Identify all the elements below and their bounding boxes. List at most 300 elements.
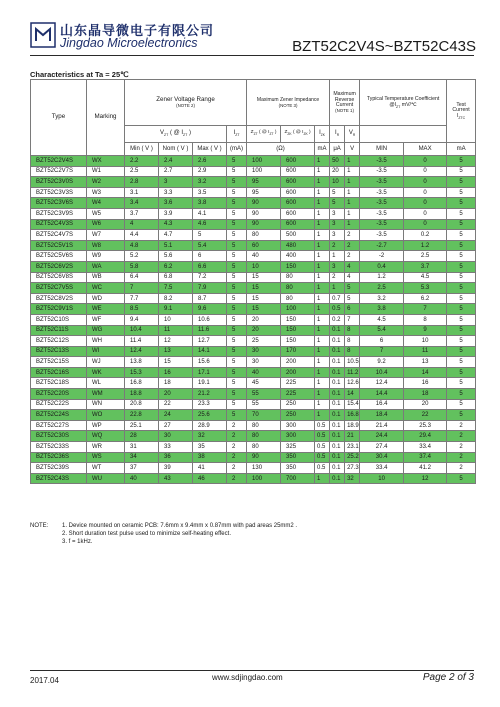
cell-nom: 11 bbox=[159, 325, 193, 336]
table-row bbox=[31, 272, 476, 283]
cell-ztc: 2 bbox=[447, 431, 476, 442]
cell-vr: 6 bbox=[345, 304, 360, 315]
cell-tcmin: -3.5 bbox=[360, 230, 404, 241]
table-row bbox=[31, 420, 476, 431]
cell-ir: 0.1 bbox=[330, 410, 345, 421]
cell-izt: 2 bbox=[227, 463, 247, 474]
cell-zzt: 80 bbox=[247, 230, 281, 241]
cell-max: 6.6 bbox=[193, 261, 227, 272]
cell-nom: 3.6 bbox=[159, 198, 193, 209]
cell-izt: 2 bbox=[227, 420, 247, 431]
cell-zzt: 40 bbox=[247, 367, 281, 378]
cell-vr: 2 bbox=[345, 230, 360, 241]
cell-type: BZT52C5V1S bbox=[31, 240, 87, 251]
cell-izt: 5 bbox=[227, 304, 247, 315]
col-header-marking: Marking bbox=[87, 80, 125, 156]
cell-tcmin: -3.5 bbox=[360, 198, 404, 209]
cell-marking: WQ bbox=[87, 431, 125, 442]
cell-izt: 5 bbox=[227, 367, 247, 378]
cell-min: 4.4 bbox=[125, 230, 159, 241]
table-row bbox=[31, 187, 476, 198]
cell-min: 15.3 bbox=[125, 367, 159, 378]
cell-marking: W2 bbox=[87, 177, 125, 188]
cell-max: 9.6 bbox=[193, 304, 227, 315]
cell-izk: 1 bbox=[315, 187, 330, 198]
cell-min: 40 bbox=[125, 473, 159, 484]
cell-tcmax: 4.5 bbox=[404, 272, 447, 283]
cell-max: 5 bbox=[193, 230, 227, 241]
cell-tcmin: 24.4 bbox=[360, 431, 404, 442]
cell-max: 46 bbox=[193, 473, 227, 484]
cell-ztc: 2 bbox=[447, 463, 476, 474]
table-row bbox=[31, 452, 476, 463]
cell-ir: 3 bbox=[330, 230, 345, 241]
cell-type: BZT52C43S bbox=[31, 473, 87, 484]
cell-marking: WT bbox=[87, 463, 125, 474]
cell-tcmin: 3.2 bbox=[360, 293, 404, 304]
cell-vr: 2 bbox=[345, 240, 360, 251]
cell-ztc: 5 bbox=[447, 304, 476, 315]
cell-ztc: 5 bbox=[447, 166, 476, 177]
cell-nom: 4.3 bbox=[159, 219, 193, 230]
table-row bbox=[31, 410, 476, 421]
cell-izt: 5 bbox=[227, 378, 247, 389]
cell-max: 4.6 bbox=[193, 219, 227, 230]
cell-vr: 1 bbox=[345, 156, 360, 167]
cell-tcmax: 9 bbox=[404, 325, 447, 336]
cell-min: 11.4 bbox=[125, 336, 159, 347]
cell-zzk: 150 bbox=[281, 325, 315, 336]
cell-zzk: 225 bbox=[281, 389, 315, 400]
cell-zzt: 55 bbox=[247, 389, 281, 400]
cell-marking: WG bbox=[87, 325, 125, 336]
cell-izt: 5 bbox=[227, 410, 247, 421]
cell-tcmax: 1.2 bbox=[404, 240, 447, 251]
cell-nom: 16 bbox=[159, 367, 193, 378]
cell-ztc: 5 bbox=[447, 156, 476, 167]
cell-zzk: 500 bbox=[281, 230, 315, 241]
cell-ztc: 5 bbox=[447, 314, 476, 325]
table-row bbox=[31, 463, 476, 474]
cell-tcmax: 8 bbox=[404, 314, 447, 325]
cell-tcmin: 9.2 bbox=[360, 357, 404, 368]
cell-izk: 1 bbox=[315, 378, 330, 389]
cell-tcmax: 0 bbox=[404, 219, 447, 230]
cell-type: BZT52C5V6S bbox=[31, 251, 87, 262]
cell-ztc: 5 bbox=[447, 336, 476, 347]
cell-izk: 1 bbox=[315, 357, 330, 368]
cell-marking: W9 bbox=[87, 251, 125, 262]
cell-zzk: 200 bbox=[281, 367, 315, 378]
cell-min: 4 bbox=[125, 219, 159, 230]
cell-ztc: 2 bbox=[447, 452, 476, 463]
cell-izk: 1 bbox=[315, 156, 330, 167]
cell-tcmax: 29.4 bbox=[404, 431, 447, 442]
table-row bbox=[31, 240, 476, 251]
unit-max-v: Max ( V ) bbox=[193, 143, 227, 156]
table-row bbox=[31, 389, 476, 400]
cell-zzk: 300 bbox=[281, 420, 315, 431]
cell-type: BZT52C9V1S bbox=[31, 304, 87, 315]
cell-vr: 23.1 bbox=[345, 442, 360, 453]
cell-min: 7 bbox=[125, 283, 159, 294]
cell-tcmax: 25.3 bbox=[404, 420, 447, 431]
cell-max: 28.9 bbox=[193, 420, 227, 431]
cell-ztc: 5 bbox=[447, 219, 476, 230]
cell-max: 2.6 bbox=[193, 156, 227, 167]
cell-nom: 5.1 bbox=[159, 240, 193, 251]
cell-zzk: 80 bbox=[281, 283, 315, 294]
cell-min: 5.8 bbox=[125, 261, 159, 272]
cell-zzk: 700 bbox=[281, 473, 315, 484]
cell-ir: 0.7 bbox=[330, 293, 345, 304]
cell-marking: W1 bbox=[87, 166, 125, 177]
cell-vr: 2 bbox=[345, 251, 360, 262]
cell-max: 12.7 bbox=[193, 336, 227, 347]
cell-type: BZT52C11S bbox=[31, 325, 87, 336]
col-header-zener-voltage: Zener Voltage Range (NOTE 2) bbox=[125, 80, 247, 126]
cell-ir: 20 bbox=[330, 166, 345, 177]
cell-type: BZT52C3V0S bbox=[31, 177, 87, 188]
cell-vr: 8 bbox=[345, 336, 360, 347]
cell-vr: 32 bbox=[345, 473, 360, 484]
cell-vr: 1 bbox=[345, 219, 360, 230]
cell-min: 10.4 bbox=[125, 325, 159, 336]
table-row bbox=[31, 208, 476, 219]
cell-nom: 24 bbox=[159, 410, 193, 421]
cell-izt: 5 bbox=[227, 293, 247, 304]
table-row bbox=[31, 230, 476, 241]
cell-marking: WM bbox=[87, 389, 125, 400]
cell-ir: 0.1 bbox=[330, 389, 345, 400]
cell-ztc: 5 bbox=[447, 346, 476, 357]
cell-ir: 0.1 bbox=[330, 420, 345, 431]
table-row bbox=[31, 431, 476, 442]
cell-nom: 7.5 bbox=[159, 283, 193, 294]
cell-max: 2.9 bbox=[193, 166, 227, 177]
cell-tcmax: 41.2 bbox=[404, 463, 447, 474]
cell-nom: 6.8 bbox=[159, 272, 193, 283]
cell-type: BZT52C3V6S bbox=[31, 198, 87, 209]
cell-tcmax: 33.4 bbox=[404, 442, 447, 453]
cell-zzt: 20 bbox=[247, 325, 281, 336]
notes-label: NOTE: bbox=[30, 523, 49, 529]
cell-tcmax: 12 bbox=[404, 473, 447, 484]
cell-ir: 1 bbox=[330, 251, 345, 262]
cell-max: 38 bbox=[193, 452, 227, 463]
cell-tcmin: 16.4 bbox=[360, 399, 404, 410]
cell-nom: 6.2 bbox=[159, 261, 193, 272]
cell-zzt: 100 bbox=[247, 166, 281, 177]
unit-min-v: Min ( V ) bbox=[125, 143, 159, 156]
cell-marking: WP bbox=[87, 420, 125, 431]
cell-izt: 5 bbox=[227, 314, 247, 325]
cell-ztc: 5 bbox=[447, 399, 476, 410]
cell-ir: 2 bbox=[330, 272, 345, 283]
cell-max: 10.6 bbox=[193, 314, 227, 325]
cell-tcmin: 30.4 bbox=[360, 452, 404, 463]
cell-type: BZT52C33S bbox=[31, 442, 87, 453]
table-row bbox=[31, 156, 476, 167]
cell-ztc: 5 bbox=[447, 251, 476, 262]
cell-tcmin: -3.5 bbox=[360, 156, 404, 167]
cell-min: 3.1 bbox=[125, 187, 159, 198]
cell-min: 2.5 bbox=[125, 166, 159, 177]
table-row bbox=[31, 177, 476, 188]
cell-ir: 3 bbox=[330, 261, 345, 272]
cell-zzt: 60 bbox=[247, 240, 281, 251]
cell-marking: W3 bbox=[87, 187, 125, 198]
cell-ir: 0.1 bbox=[330, 346, 345, 357]
cell-max: 7.2 bbox=[193, 272, 227, 283]
cell-tcmin: -2 bbox=[360, 251, 404, 262]
cell-nom: 39 bbox=[159, 463, 193, 474]
table-row bbox=[31, 367, 476, 378]
cell-tcmax: 5.3 bbox=[404, 283, 447, 294]
cell-tcmin: 5.4 bbox=[360, 325, 404, 336]
cell-nom: 4.7 bbox=[159, 230, 193, 241]
cell-tcmax: 3.7 bbox=[404, 261, 447, 272]
company-name-cn: 山东晶导微电子有限公司 bbox=[60, 23, 215, 38]
cell-tcmin: 18.4 bbox=[360, 410, 404, 421]
cell-max: 32 bbox=[193, 431, 227, 442]
cell-zzk: 80 bbox=[281, 272, 315, 283]
cell-zzk: 170 bbox=[281, 346, 315, 357]
table-row bbox=[31, 442, 476, 453]
cell-max: 8.7 bbox=[193, 293, 227, 304]
header-divider bbox=[30, 55, 474, 56]
cell-max: 5.4 bbox=[193, 240, 227, 251]
cell-tcmax: 7 bbox=[404, 304, 447, 315]
cell-nom: 5.6 bbox=[159, 251, 193, 262]
cell-zzk: 200 bbox=[281, 357, 315, 368]
characteristics-table bbox=[30, 79, 476, 484]
table-row bbox=[31, 293, 476, 304]
cell-vr: 1 bbox=[345, 177, 360, 188]
cell-marking: WD bbox=[87, 293, 125, 304]
table-row bbox=[31, 325, 476, 336]
cell-zzk: 350 bbox=[281, 452, 315, 463]
cell-tcmin: 4.5 bbox=[360, 314, 404, 325]
cell-tcmin: 14.4 bbox=[360, 389, 404, 400]
cell-type: BZT52C39S bbox=[31, 463, 87, 474]
cell-zzk: 600 bbox=[281, 177, 315, 188]
cell-type: BZT52C2V4S bbox=[31, 156, 87, 167]
cell-type: BZT52C12S bbox=[31, 336, 87, 347]
cell-izt: 5 bbox=[227, 219, 247, 230]
col-header-izk: $I_{ZK}$ bbox=[315, 126, 330, 143]
cell-tcmin: 12.4 bbox=[360, 378, 404, 389]
cell-zzk: 600 bbox=[281, 219, 315, 230]
cell-type: BZT52C2V7S bbox=[31, 166, 87, 177]
cell-max: 41 bbox=[193, 463, 227, 474]
cell-ztc: 5 bbox=[447, 378, 476, 389]
cell-vr: 1 bbox=[345, 208, 360, 219]
col-header-zzt: $Z_{ZT}$ ( @ $I_{ZT}$ ) bbox=[247, 126, 281, 143]
cell-zzt: 30 bbox=[247, 357, 281, 368]
cell-nom: 15 bbox=[159, 357, 193, 368]
company-name-en: Jingdao Microelectronics bbox=[60, 36, 198, 50]
cell-izk: 0.5 bbox=[315, 442, 330, 453]
col-header-ir: $I_R$ bbox=[330, 126, 345, 143]
cell-zzk: 225 bbox=[281, 378, 315, 389]
cell-ztc: 5 bbox=[447, 473, 476, 484]
cell-min: 22.8 bbox=[125, 410, 159, 421]
cell-izt: 5 bbox=[227, 357, 247, 368]
col-header-max-impedance: Maximum Zener Impedance (NOTE 3) bbox=[247, 80, 330, 126]
cell-izk: 1 bbox=[315, 314, 330, 325]
table-row bbox=[31, 357, 476, 368]
unit-nom-v: Nom ( V ) bbox=[159, 143, 193, 156]
cell-zzk: 250 bbox=[281, 410, 315, 421]
cell-type: BZT52C4V7S bbox=[31, 230, 87, 241]
cell-zzt: 70 bbox=[247, 410, 281, 421]
cell-zzk: 480 bbox=[281, 240, 315, 251]
cell-marking: W8 bbox=[87, 240, 125, 251]
cell-izt: 5 bbox=[227, 166, 247, 177]
cell-vr: 1 bbox=[345, 187, 360, 198]
cell-nom: 2.4 bbox=[159, 156, 193, 167]
cell-tcmax: 0 bbox=[404, 156, 447, 167]
cell-marking: WA bbox=[87, 261, 125, 272]
cell-tcmax: 0.2 bbox=[404, 230, 447, 241]
cell-marking: WU bbox=[87, 473, 125, 484]
cell-izt: 5 bbox=[227, 346, 247, 357]
cell-tcmax: 18 bbox=[404, 389, 447, 400]
cell-tcmax: 20 bbox=[404, 399, 447, 410]
col-header-zzk: $Z_{ZK}$ ( @ $I_{ZK}$ ) bbox=[281, 126, 315, 143]
cell-marking: WL bbox=[87, 378, 125, 389]
cell-min: 6.4 bbox=[125, 272, 159, 283]
cell-tcmax: 6.2 bbox=[404, 293, 447, 304]
cell-zzt: 15 bbox=[247, 283, 281, 294]
cell-type: BZT52C16S bbox=[31, 367, 87, 378]
cell-ir: 0.1 bbox=[330, 325, 345, 336]
cell-ztc: 5 bbox=[447, 389, 476, 400]
cell-ztc: 5 bbox=[447, 357, 476, 368]
cell-max: 3.5 bbox=[193, 187, 227, 198]
cell-izk: 1 bbox=[315, 208, 330, 219]
cell-type: BZT52C6V2S bbox=[31, 261, 87, 272]
cell-zzk: 400 bbox=[281, 251, 315, 262]
cell-izk: 1 bbox=[315, 261, 330, 272]
cell-min: 20.8 bbox=[125, 399, 159, 410]
cell-min: 8.5 bbox=[125, 304, 159, 315]
cell-type: BZT52C18S bbox=[31, 378, 87, 389]
cell-zzt: 20 bbox=[247, 314, 281, 325]
cell-izt: 5 bbox=[227, 389, 247, 400]
cell-vr: 1 bbox=[345, 166, 360, 177]
cell-tcmin: 2.5 bbox=[360, 283, 404, 294]
cell-nom: 9.1 bbox=[159, 304, 193, 315]
cell-ir: 0.5 bbox=[330, 304, 345, 315]
cell-vr: 18.9 bbox=[345, 420, 360, 431]
cell-tcmax: 0 bbox=[404, 198, 447, 209]
cell-zzt: 80 bbox=[247, 420, 281, 431]
note-item: 2. Short duration test pulse used to minimize self-heating effect. bbox=[62, 531, 231, 537]
cell-vr: 27.3 bbox=[345, 463, 360, 474]
cell-vr: 4 bbox=[345, 272, 360, 283]
cell-type: BZT52C27S bbox=[31, 420, 87, 431]
cell-zzt: 55 bbox=[247, 399, 281, 410]
cell-min: 7.7 bbox=[125, 293, 159, 304]
cell-izt: 5 bbox=[227, 230, 247, 241]
cell-zzt: 30 bbox=[247, 346, 281, 357]
cell-vr: 25.2 bbox=[345, 452, 360, 463]
cell-type: BZT52C8V2S bbox=[31, 293, 87, 304]
cell-marking: WO bbox=[87, 410, 125, 421]
cell-nom: 18 bbox=[159, 378, 193, 389]
cell-marking: WN bbox=[87, 399, 125, 410]
cell-zzk: 250 bbox=[281, 399, 315, 410]
cell-ztc: 5 bbox=[447, 208, 476, 219]
table-row bbox=[31, 473, 476, 484]
cell-vr: 4 bbox=[345, 261, 360, 272]
unit-ir-ua: μA bbox=[330, 143, 345, 156]
cell-tcmax: 0 bbox=[404, 177, 447, 188]
cell-izt: 5 bbox=[227, 261, 247, 272]
cell-tcmin: -2.7 bbox=[360, 240, 404, 251]
table-row bbox=[31, 399, 476, 410]
cell-ztc: 5 bbox=[447, 293, 476, 304]
cell-marking: WR bbox=[87, 442, 125, 453]
cell-izk: 1 bbox=[315, 399, 330, 410]
cell-marking: WI bbox=[87, 346, 125, 357]
cell-min: 3.4 bbox=[125, 198, 159, 209]
cell-min: 5.2 bbox=[125, 251, 159, 262]
cell-nom: 36 bbox=[159, 452, 193, 463]
cell-zzt: 130 bbox=[247, 463, 281, 474]
cell-min: 2.2 bbox=[125, 156, 159, 167]
cell-zzt: 95 bbox=[247, 187, 281, 198]
cell-izt: 5 bbox=[227, 251, 247, 262]
table-row bbox=[31, 283, 476, 294]
col-header-max-reverse: Maximum Reverse Current (NOTE 1) bbox=[330, 80, 360, 126]
cell-marking: WF bbox=[87, 314, 125, 325]
cell-zzt: 90 bbox=[247, 452, 281, 463]
col-header-izt: $I_{ZT}$ bbox=[227, 126, 247, 143]
cell-ir: 10 bbox=[330, 177, 345, 188]
cell-vr: 5 bbox=[345, 293, 360, 304]
characteristics-title: Characteristics at Ta = 25℃ bbox=[30, 70, 129, 79]
cell-ir: 2 bbox=[330, 240, 345, 251]
cell-tcmin: 27.4 bbox=[360, 442, 404, 453]
table-row bbox=[31, 166, 476, 177]
unit-ohm: (Ω) bbox=[247, 143, 315, 156]
cell-tcmin: 7 bbox=[360, 346, 404, 357]
cell-max: 19.1 bbox=[193, 378, 227, 389]
cell-max: 11.6 bbox=[193, 325, 227, 336]
cell-ztc: 5 bbox=[447, 187, 476, 198]
cell-type: BZT52C24S bbox=[31, 410, 87, 421]
cell-max: 25.6 bbox=[193, 410, 227, 421]
cell-ztc: 5 bbox=[447, 410, 476, 421]
cell-tcmin: 21.4 bbox=[360, 420, 404, 431]
cell-nom: 8.2 bbox=[159, 293, 193, 304]
cell-zzk: 150 bbox=[281, 336, 315, 347]
cell-zzk: 600 bbox=[281, 198, 315, 209]
cell-izk: 1 bbox=[315, 367, 330, 378]
col-header-temp-coef: Typical Temperature Coefficient $@I_{ZT}$ mV/℃ bbox=[360, 80, 447, 126]
cell-izk: 0.5 bbox=[315, 431, 330, 442]
cell-tcmin: 10 bbox=[360, 473, 404, 484]
cell-max: 4.1 bbox=[193, 208, 227, 219]
cell-type: BZT52C4V3S bbox=[31, 219, 87, 230]
notes-list bbox=[62, 522, 297, 546]
cell-zzt: 90 bbox=[247, 208, 281, 219]
cell-min: 18.8 bbox=[125, 389, 159, 400]
cell-marking: W4 bbox=[87, 198, 125, 209]
